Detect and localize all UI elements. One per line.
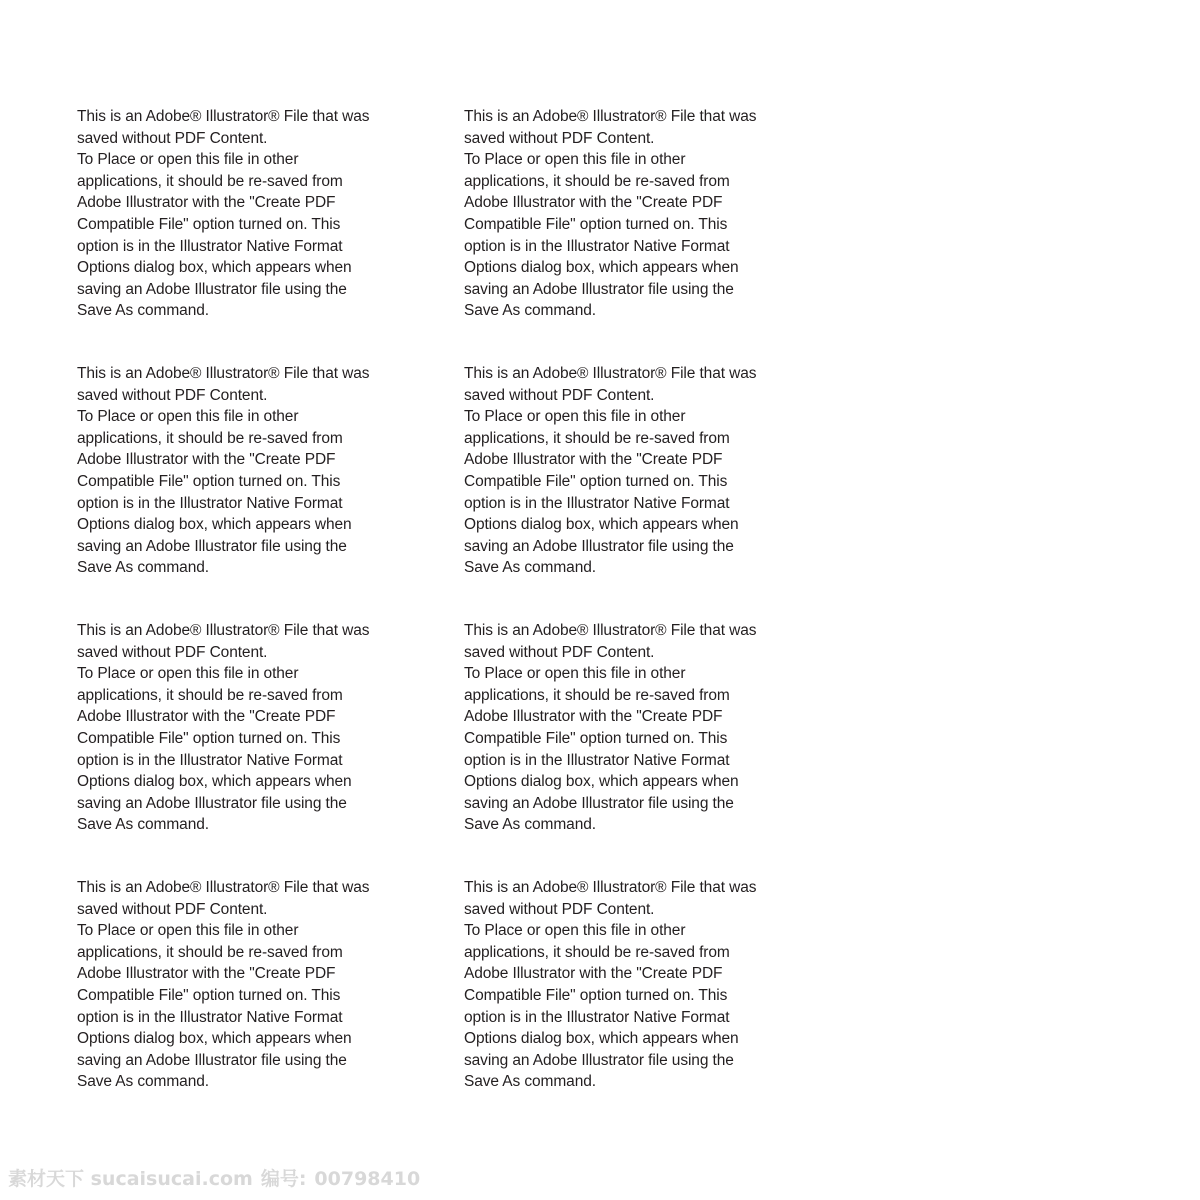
notice-line: Save As command. [464, 816, 596, 834]
notice-line: Options dialog box, which appears when [77, 1030, 352, 1048]
notice-line: saving an Adobe Illustrator file using the [77, 537, 347, 555]
notice-line: saving an Adobe Illustrator file using the [464, 1051, 734, 1069]
notice-line: Adobe Illustrator with the "Create PDF [77, 194, 336, 212]
notice-block [464, 106, 794, 322]
notice-line: Options dialog box, which appears when [464, 773, 739, 791]
notice-line: Compatible File" option turned on. This [77, 215, 341, 233]
watermark-site: 素材天下 sucaisucai.com [8, 1168, 253, 1190]
notice-line: applications, it should be re-saved from [464, 686, 730, 704]
notice-line: saving an Adobe Illustrator file using the [77, 1051, 347, 1069]
notice-line: To Place or open this file in other [77, 408, 299, 426]
notice-line: This is an Adobe® Illustrator® File that was [77, 365, 370, 382]
notice-line: saved without PDF Content. [464, 643, 655, 661]
notice-line: This is an Adobe® Illustrator® File that was [77, 879, 370, 896]
notice-line: Save As command. [77, 1073, 209, 1091]
notice-line: This is an Adobe® Illustrator® File that was [464, 622, 757, 639]
notice-line: This is an Adobe® Illustrator® File that was [464, 879, 757, 896]
notice-block [77, 363, 407, 579]
notice-line: option is in the Illustrator Native Format [464, 1008, 730, 1026]
notice-line: Options dialog box, which appears when [464, 1030, 739, 1048]
notice-line: option is in the Illustrator Native Format [77, 494, 343, 512]
notice-line: applications, it should be re-saved from [464, 172, 730, 190]
watermark [8, 1164, 428, 1191]
notice-line: option is in the Illustrator Native Format [77, 1008, 343, 1026]
watermark-id-label: 编号: [260, 1168, 307, 1190]
notice-line: saving an Adobe Illustrator file using the [77, 280, 347, 298]
notice-line: saving an Adobe Illustrator file using the [464, 280, 734, 298]
notice-line: To Place or open this file in other [464, 922, 686, 940]
notice-line: Compatible File" option turned on. This [464, 472, 728, 490]
notice-line: Save As command. [464, 1073, 596, 1091]
notice-line: applications, it should be re-saved from [77, 172, 343, 190]
notice-line: applications, it should be re-saved from [77, 686, 343, 704]
notice-line: This is an Adobe® Illustrator® File that was [77, 622, 370, 639]
notice-line: Compatible File" option turned on. This [77, 472, 341, 490]
notice-block [464, 877, 794, 1093]
notice-line: saved without PDF Content. [464, 386, 655, 404]
notice-line: option is in the Illustrator Native Format [464, 494, 730, 512]
notice-line: Save As command. [464, 302, 596, 320]
notice-line: To Place or open this file in other [77, 151, 299, 169]
notice-line: applications, it should be re-saved from [464, 943, 730, 961]
notice-line: saved without PDF Content. [77, 900, 268, 918]
watermark-id-value: 00798410 [314, 1168, 421, 1190]
notice-line: saved without PDF Content. [464, 129, 655, 147]
notice-line: Options dialog box, which appears when [464, 259, 739, 277]
notice-line: saved without PDF Content. [77, 386, 268, 404]
notice-line: This is an Adobe® Illustrator® File that was [464, 108, 757, 125]
notice-line: Adobe Illustrator with the "Create PDF [77, 708, 336, 726]
notice-block [77, 620, 407, 836]
notice-line: applications, it should be re-saved from [464, 429, 730, 447]
notice-line: saving an Adobe Illustrator file using the [464, 794, 734, 812]
notice-line: To Place or open this file in other [464, 665, 686, 683]
notice-line: saved without PDF Content. [77, 643, 268, 661]
notice-line: applications, it should be re-saved from [77, 943, 343, 961]
notice-line: Adobe Illustrator with the "Create PDF [77, 451, 336, 469]
notice-line: applications, it should be re-saved from [77, 429, 343, 447]
notice-line: Compatible File" option turned on. This [464, 729, 728, 747]
notice-line: To Place or open this file in other [77, 922, 299, 940]
notice-block [77, 877, 407, 1093]
notice-line: To Place or open this file in other [464, 151, 686, 169]
notice-line: Options dialog box, which appears when [464, 516, 739, 534]
notice-line: Adobe Illustrator with the "Create PDF [464, 451, 723, 469]
notice-line: Options dialog box, which appears when [77, 516, 352, 534]
notice-line: Compatible File" option turned on. This [464, 986, 728, 1004]
notice-line: Compatible File" option turned on. This [77, 986, 341, 1004]
notice-line: Compatible File" option turned on. This [77, 729, 341, 747]
notice-line: Save As command. [464, 559, 596, 577]
notice-line: option is in the Illustrator Native Format [77, 751, 343, 769]
notice-line: option is in the Illustrator Native Format [464, 751, 730, 769]
notice-block [77, 106, 407, 322]
notice-line: Save As command. [77, 302, 209, 320]
notice-line: Save As command. [77, 559, 209, 577]
notice-line: option is in the Illustrator Native Format [464, 237, 730, 255]
notice-line: This is an Adobe® Illustrator® File that was [77, 108, 370, 125]
notice-block [464, 620, 794, 836]
notice-line: Options dialog box, which appears when [77, 773, 352, 791]
notice-line: Adobe Illustrator with the "Create PDF [77, 965, 336, 983]
notice-block [464, 363, 794, 579]
notice-line: Adobe Illustrator with the "Create PDF [464, 708, 723, 726]
notice-line: To Place or open this file in other [77, 665, 299, 683]
notice-line: saved without PDF Content. [77, 129, 268, 147]
notice-line: This is an Adobe® Illustrator® File that was [464, 365, 757, 382]
notice-line: Compatible File" option turned on. This [464, 215, 728, 233]
notice-line: saving an Adobe Illustrator file using the [77, 794, 347, 812]
notice-line: saved without PDF Content. [464, 900, 655, 918]
notice-line: Options dialog box, which appears when [77, 259, 352, 277]
notice-line: To Place or open this file in other [464, 408, 686, 426]
notice-line: option is in the Illustrator Native Format [77, 237, 343, 255]
notice-line: Adobe Illustrator with the "Create PDF [464, 965, 723, 983]
notice-line: saving an Adobe Illustrator file using the [464, 537, 734, 555]
notice-line: Adobe Illustrator with the "Create PDF [464, 194, 723, 212]
notice-line: Save As command. [77, 816, 209, 834]
